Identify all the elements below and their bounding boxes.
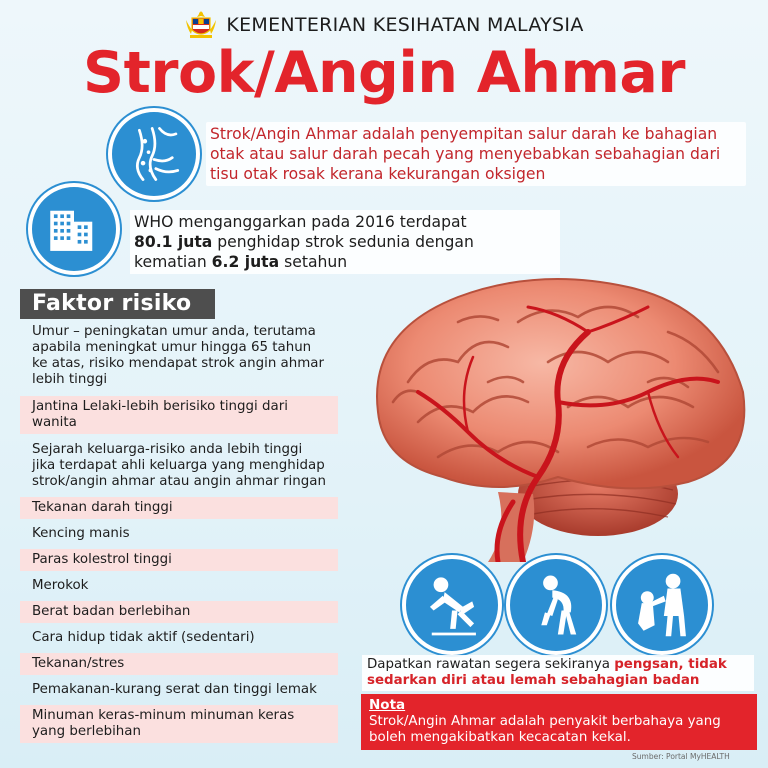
risk-item-smoking: Merokok: [32, 578, 89, 593]
risk-item-stress: Tekanan/stres: [20, 653, 338, 675]
urgent-advice: Dapatkan rawatan segera sekiranya pengsan, tidak sedarkan diri atau lemah sebahagian badan: [362, 655, 754, 691]
nota-box: [361, 694, 757, 750]
who-value-deaths: 6.2 juta: [211, 253, 280, 271]
who-value-patients: 80.1 juta: [134, 233, 213, 251]
fainting-person-icon: [402, 555, 502, 655]
risk-item-sedentary: Cara hidup tidak aktif (sedentari): [32, 630, 255, 645]
weak-person-icon: [506, 555, 606, 655]
building-icon: [28, 183, 120, 275]
helping-person-icon: [612, 555, 712, 655]
malaysia-crest-icon: [184, 10, 218, 40]
risk-item-blood-pressure: Tekanan darah tinggi: [20, 497, 338, 519]
risk-item-alcohol: Minuman keras-minum minuman keras yang berlebihan: [20, 705, 338, 743]
nota-label: Nota: [369, 697, 406, 713]
urgent-highlight: pengsan, tidak sedarkan diri atau lemah sebahagian badan: [367, 657, 727, 688]
risk-item-age: Umur – peningkatan umur anda, terutama apabila meningkat umur hingga 65 tahun ke atas, risiko mendapat strok angin ahmar lebih tinggi: [32, 324, 325, 387]
blood-vessel-icon: [108, 108, 200, 200]
risk-item-gender: Jantina Lelaki-lebih berisiko tinggi dari wanita: [20, 396, 338, 434]
header: [0, 8, 768, 42]
risk-item-diet: Pemakanan-kurang serat dan tinggi lemak: [32, 682, 317, 697]
risk-item-family-history: Sejarah keluarga-risiko anda lebih tinggi jika terdapat ahli keluarga yang menghidap strok/angin ahmar atau angin ahmar ringan: [32, 442, 326, 489]
ministry-name: KEMENTERIAN KESIHATAN MALAYSIA: [226, 14, 584, 36]
risk-item-overweight: Berat badan berlebihan: [20, 601, 338, 623]
who-statistics: WHO menganggarkan pada 2016 terdapat 80.1 juta penghidap strok sedunia dengan kematian 6.2 juta setahun: [130, 210, 560, 274]
brain-illustration: [348, 262, 758, 562]
risk-item-diabetes: Kencing manis: [32, 526, 130, 541]
nota-text: Strok/Angin Ahmar adalah penyakit berbahaya yang boleh mengakibatkan kecacatan kekal.: [369, 714, 721, 745]
definition-text: Strok/Angin Ahmar adalah penyempitan salur darah ke bahagian otak atau salur darah pecah yang menyebabkan sebahagian dari tisu otak rosak kerana kekurangan oksigen: [206, 122, 746, 186]
risk-factors-heading: Faktor risiko: [20, 289, 215, 319]
risk-item-cholesterol: Paras kolestrol tinggi: [20, 549, 338, 571]
risk-factors-list: [20, 320, 338, 743]
source-credit: Sumber: Portal MyHEALTH: [632, 752, 730, 761]
page-title: Strok/Angin Ahmar: [83, 40, 685, 106]
